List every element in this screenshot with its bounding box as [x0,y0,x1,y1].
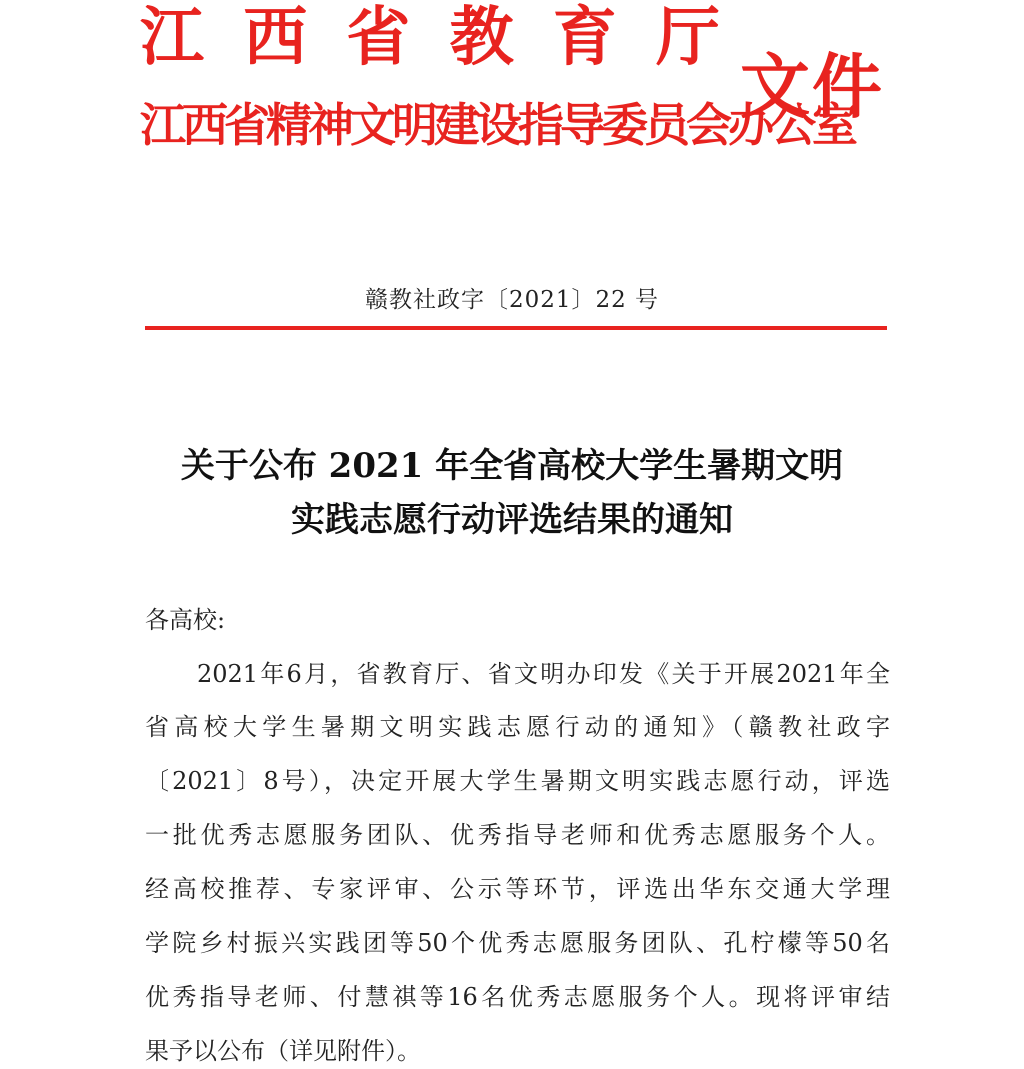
issuer-education-department [140,0,720,76]
issuer-civilization-office: 江西省精神文明建设指导委员会办公室 [140,98,854,152]
issuer-char: 教 [449,0,514,75]
issuer-char: 厅 [655,0,720,75]
salutation: 各高校: [145,606,226,634]
body-line: 经高校推荐、专家评审、公示等环节，评选出华东交通大学理 [145,875,890,903]
body-line: 省高校大学生暑期文明实践志愿行动的通知》（赣教社政字 [145,713,890,741]
issuer-char: 西 [243,0,308,75]
document-number: 赣教社政字〔2021〕22 号 [364,287,660,313]
document-title-line-2: 实践志愿行动评选结果的通知 [291,500,733,540]
issuer-char: 育 [552,0,617,75]
body-line: 果予以公布（详见附件）。 [145,1037,421,1065]
document-title-line-1: 关于公布 2021 年全省高校大学生暑期文明 [180,446,844,486]
body-line: 优秀指导老师、付慧祺等16名优秀志愿服务个人。现将评审结 [145,983,890,1011]
body-line: 学院乡村振兴实践团等50个优秀志愿服务团队、孔柠檬等50名 [145,929,890,957]
issuer-char: 省 [346,0,411,75]
issuer-char: 江 [140,0,204,75]
body-line: 〔2021〕8号），决定开展大学生暑期文明实践志愿行动，评选 [145,767,890,795]
document-suffix: 文件 [740,45,884,128]
body-line: 2021年6月，省教育厅、省文明办印发《关于开展2021年全 [197,660,890,688]
body-line: 一批优秀志愿服务团队、优秀指导老师和优秀志愿服务个人。 [145,821,890,849]
red-divider-line [145,326,887,330]
